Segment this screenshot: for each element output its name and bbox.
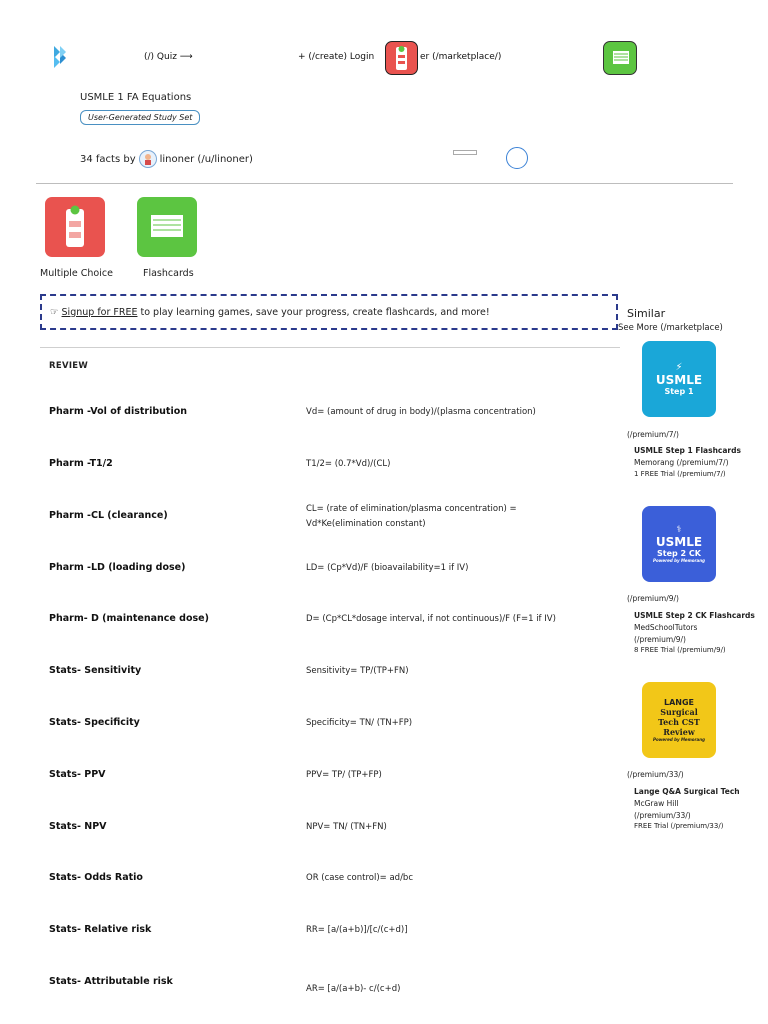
header-divider <box>36 183 733 184</box>
product-info[interactable]: Lange Q&A Surgical Tech McGraw Hill (/premium/33/) <box>634 787 740 820</box>
lightning-icon: ⚡ <box>675 362 683 373</box>
fact-definition: T1/2= (0.7*Vd)/(CL) <box>306 459 391 469</box>
fact-definition: CL= (rate of elimination/plasma concentration) = Vd*Ke(elimination constant) <box>306 504 517 529</box>
product-link[interactable]: (/premium/7/) <box>627 430 679 439</box>
fact-term: Stats- PPV <box>49 769 106 780</box>
usmle-step2-card[interactable]: ⚕ USMLE Step 2 CK Powered by Memorang <box>642 506 716 582</box>
fact-term: Pharm -T1/2 <box>49 458 113 469</box>
author-line <box>80 150 253 168</box>
multiple-choice-mode-icon[interactable] <box>45 197 105 257</box>
flashcards-app-icon[interactable] <box>603 41 637 75</box>
multiple-choice-app-icon[interactable] <box>385 41 418 75</box>
create-login-link[interactable]: + (/create) Login <box>298 52 375 62</box>
logo-icon: ⚕ <box>676 525 682 535</box>
fact-term: Stats- Odds Ratio <box>49 872 143 883</box>
multiple-choice-label[interactable]: Multiple Choice <box>40 268 113 279</box>
fact-definition: NPV= TN/ (TN+FN) <box>306 822 387 832</box>
fact-term: Stats- Sensitivity <box>49 665 142 676</box>
flashcards-mode-icon[interactable] <box>137 197 197 257</box>
usmle-step1-card[interactable]: ⚡ USMLE Step 1 <box>642 341 716 417</box>
signup-link[interactable]: Signup for FREE <box>61 306 138 318</box>
product-link[interactable]: (/premium/9/) <box>627 594 679 603</box>
product-info[interactable]: USMLE Step 1 Flashcards Memorang (/premium/7/) <box>634 446 741 467</box>
fact-definition: Specificity= TN/ (TN+FP) <box>306 718 413 728</box>
set-title: USMLE 1 FA Equations <box>80 92 192 103</box>
product-link[interactable]: (/premium/33/) <box>627 770 684 779</box>
favorite-button[interactable] <box>506 147 528 169</box>
lange-surgical-card[interactable]: LANGE Surgical Tech CST Review Powered by Memorang <box>642 682 716 758</box>
see-more-link[interactable]: See More (/marketplace) <box>618 323 723 333</box>
marketplace-link[interactable]: er (/marketplace/) <box>420 52 502 62</box>
fact-definition: Vd= (amount of drug in body)/(plasma concentration) <box>306 407 536 417</box>
signup-banner <box>40 294 618 330</box>
fact-term: Pharm -Vol of distribution <box>49 406 188 417</box>
product-trial[interactable]: 8 FREE Trial (/premium/9/) <box>634 646 726 654</box>
fact-term: Pharm- D (maintenance dose) <box>49 613 209 624</box>
fact-term: Stats- NPV <box>49 821 107 832</box>
share-button[interactable] <box>453 150 477 155</box>
fact-definition: LD= (Cp*Vd)/F (bioavailability=1 if IV) <box>306 563 469 573</box>
avatar[interactable] <box>139 150 157 168</box>
product-info[interactable]: USMLE Step 2 CK Flashcards MedSchoolTutors (/premium/9/) <box>634 611 755 644</box>
fact-term: Stats- Specificity <box>49 717 140 728</box>
author-link[interactable]: linoner (/u/linoner) <box>159 153 253 165</box>
signup-text: to play learning games, save your progress, create flashcards, and more! <box>140 306 490 318</box>
similar-heading: Similar <box>627 307 666 320</box>
fact-term: Pharm -LD (loading dose) <box>49 562 186 573</box>
fact-term: Stats- Attributable risk <box>49 976 173 987</box>
memorang-logo-icon[interactable] <box>52 44 72 70</box>
fact-term: Pharm -CL (clearance) <box>49 510 168 521</box>
user-generated-badge: User-Generated Study Set <box>80 110 200 125</box>
pointing-hand-icon: ☞ <box>50 306 59 318</box>
fact-definition: PPV= TP/ (TP+FP) <box>306 770 382 780</box>
review-heading: REVIEW <box>49 361 89 371</box>
fact-definition: D= (Cp*CL*dosage interval, if not continuous)/F (F=1 if IV) <box>306 614 556 624</box>
product-trial[interactable]: 1 FREE Trial (/premium/7/) <box>634 470 726 478</box>
review-divider <box>40 347 620 348</box>
flashcards-label[interactable]: Flashcards <box>143 268 194 279</box>
fact-definition: RR= [a/(a+b)]/[c/(c+d)] <box>306 925 408 935</box>
fact-count: 34 facts by <box>80 153 136 165</box>
product-trial[interactable]: FREE Trial (/premium/33/) <box>634 822 724 830</box>
fact-definition: AR= [a/(a+b)- c/(c+d) <box>306 984 401 994</box>
fact-definition: OR (case control)= ad/bc <box>306 873 413 883</box>
fact-term: Stats- Relative risk <box>49 924 152 935</box>
fact-definition: Sensitivity= TP/(TP+FN) <box>306 666 409 676</box>
nav-quiz-link[interactable]: (/) Quiz ⟶ <box>144 52 193 62</box>
